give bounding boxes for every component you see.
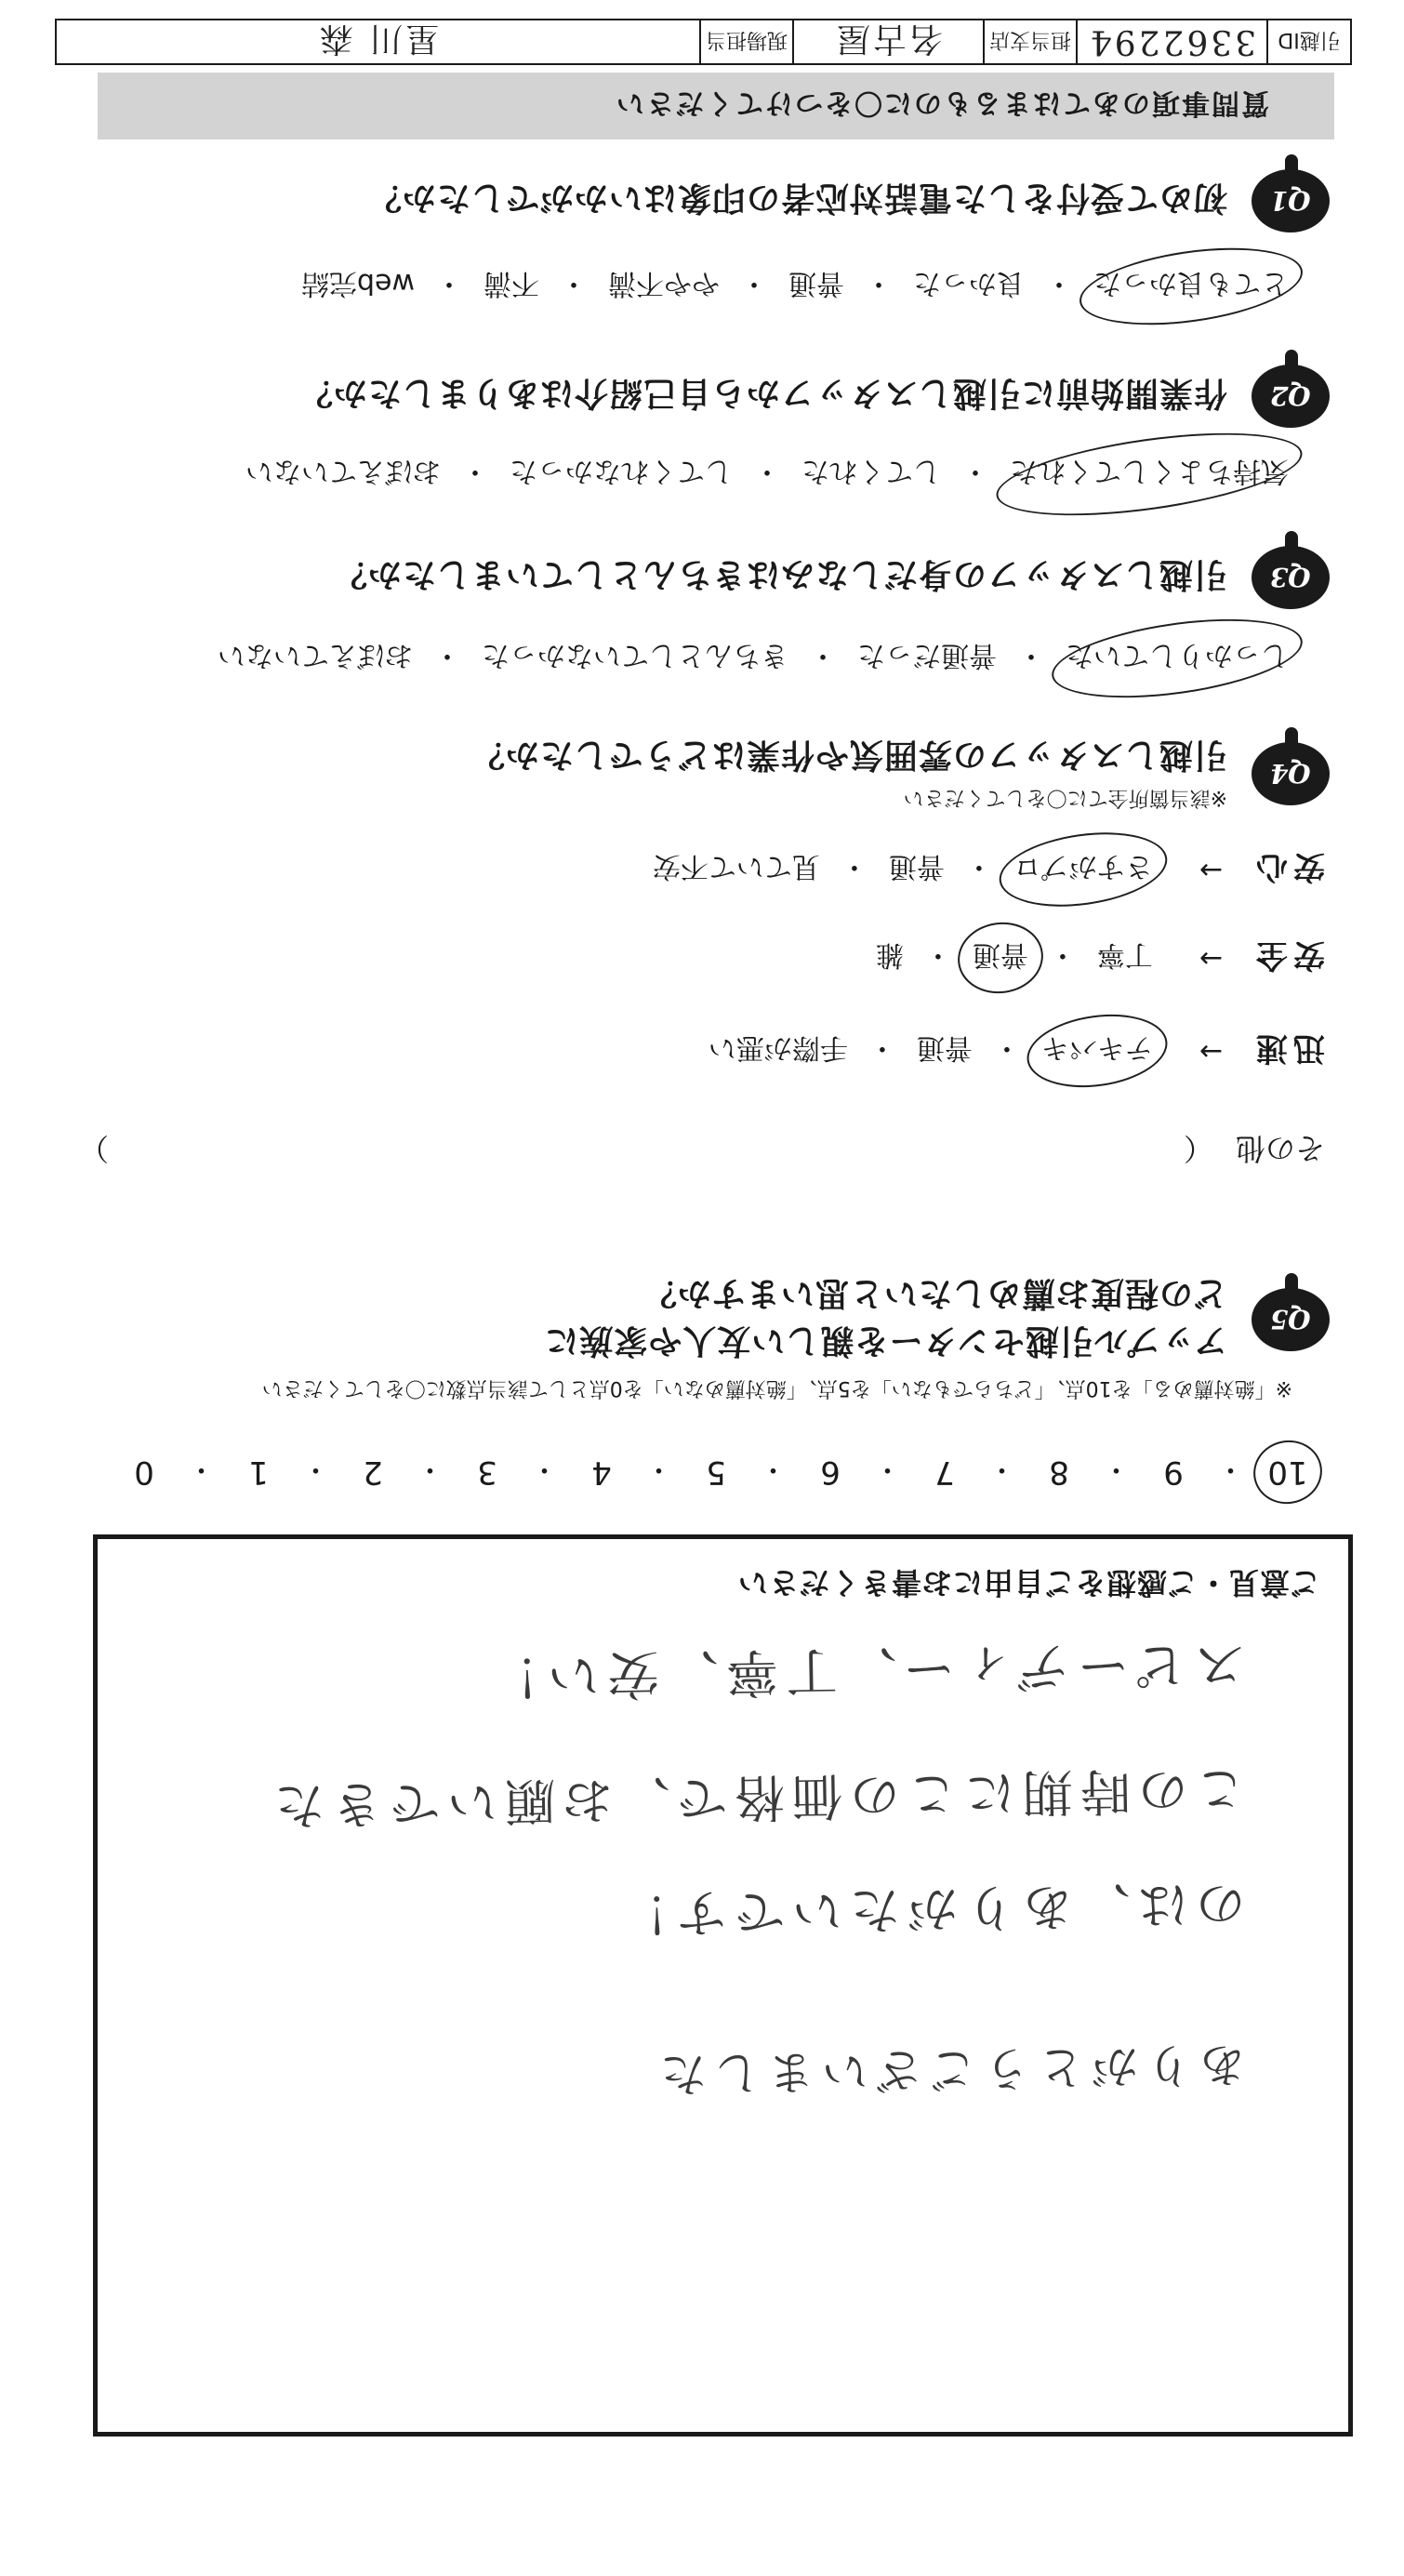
staff-value: 星川 森: [316, 20, 440, 59]
rating-7[interactable]: 7: [934, 1454, 955, 1491]
q3-badge-icon: Q3: [1252, 546, 1330, 609]
question-5: [544, 1272, 1330, 1367]
q1-option-4[interactable]: やや不満: [608, 267, 720, 299]
branch-value: 名古屋: [792, 20, 983, 63]
footer-info-row: [55, 19, 1352, 65]
rating-10[interactable]: 10: [1265, 1454, 1311, 1491]
id-label: 引越ID: [1266, 20, 1350, 63]
handwritten-comment-line: この時期にこの価格で、お願いできた: [266, 1759, 1247, 1836]
q1-option-2[interactable]: 良かった: [913, 267, 1025, 299]
q4-text-block: [470, 734, 1227, 814]
q4-category-label: 安心: [1251, 848, 1325, 885]
q4-cat1-option-2[interactable]: 普通: [888, 850, 945, 883]
q4-cat2-option-2[interactable]: 普通: [969, 938, 1032, 979]
q3-option-1[interactable]: しっかりしていた: [1062, 638, 1292, 679]
q3-option-3[interactable]: きちんとしていなかった: [482, 639, 788, 671]
question-3: [333, 546, 1330, 609]
q5-badge-icon: Q5: [1252, 1288, 1330, 1351]
q5-text-line2: どの程度お薦めしたいと思いますか？: [642, 1274, 1227, 1312]
q4-cat3-option-3[interactable]: 手際が悪い: [708, 1031, 848, 1065]
q2-option-3[interactable]: してくれなかった: [510, 455, 733, 487]
q4-cat1-option-3[interactable]: 見ていて不安: [652, 850, 820, 883]
rating-6[interactable]: 6: [820, 1454, 841, 1491]
q3-options: しっかりしていた ・ 普通だった ・ きちんとしていなかった ・ おぼえていない: [214, 638, 1292, 679]
q1-text: 初めて受付をした電話対応者の印象はいかがでしたか？: [366, 179, 1227, 218]
q1-badge-icon: Q1: [1252, 169, 1330, 232]
question-1: [367, 169, 1330, 232]
rating-9[interactable]: 9: [1163, 1454, 1184, 1491]
rating-3[interactable]: 3: [477, 1454, 497, 1491]
question-2: [298, 365, 1330, 428]
q4-cat3-option-2[interactable]: 普通: [916, 1031, 973, 1065]
arrow-right-icon: →: [1199, 942, 1223, 975]
rating-0[interactable]: 0: [134, 1454, 154, 1491]
q5-note: ※「絶対薦める」を10点、「どちらでもない」を5点、「絶対薦めない」を0点として該当点数に〇をしてください: [261, 1376, 1292, 1400]
q5-text-block: [544, 1272, 1227, 1367]
arrow-right-icon: →: [1199, 1035, 1223, 1068]
q4-category-label: 安全: [1251, 936, 1325, 974]
comments-heading: ご意見・ご感想をご自由にお書きください: [736, 1565, 1320, 1600]
q1-option-6[interactable]: web完結: [300, 267, 415, 299]
q1-option-5[interactable]: 不満: [483, 267, 539, 299]
q4-other-label: その他: [1235, 1131, 1325, 1166]
q4-category-speed: 迅速 → テキパキ ・ 普通 ・ 手際が悪い: [705, 1029, 1325, 1074]
q4-cat2-option-3[interactable]: 雑: [875, 938, 904, 972]
handwritten-comment-line: ありがとうございました: [652, 2037, 1247, 2102]
q4-text: 引越しスタッフの雰囲気や作業はどうでしたか？: [470, 736, 1227, 774]
rating-8[interactable]: 8: [1049, 1454, 1069, 1491]
q5-rating-scale: 10 ・ 9 ・ 8 ・ 7 ・ 6 ・ 5 ・ 4 ・ 3 ・ 2 ・ 1 ・ 0: [121, 1452, 1311, 1493]
rating-2[interactable]: 2: [363, 1454, 383, 1491]
q2-badge-icon: Q2: [1252, 365, 1330, 428]
q3-option-2[interactable]: 普通だった: [857, 639, 997, 671]
comments-box[interactable]: [93, 1534, 1353, 2437]
q2-option-1[interactable]: 気持ちよくしてくれた: [1006, 454, 1292, 495]
handwritten-comment-line: スピーディー、丁寧、安い！: [480, 1632, 1247, 1707]
q4-cat2-option-1[interactable]: 丁寧: [1096, 938, 1153, 972]
branch-label: 担当支店: [983, 20, 1076, 63]
q4-other-paren-close: ）: [79, 1131, 110, 1166]
q4-category-label: 迅速: [1251, 1029, 1325, 1067]
q4-category-safe: 安心 → さすがプロ ・ 普通 ・ 見ていて不安: [649, 847, 1325, 893]
q2-text: 作業開始前に引越しスタッフから自己紹介はありましたか？: [298, 374, 1227, 413]
staff-label: 現場担当: [699, 20, 792, 63]
rating-4[interactable]: 4: [591, 1454, 612, 1491]
handwritten-comment-line: のは、ありがたいです！: [611, 1874, 1247, 1944]
arrow-right-icon: →: [1199, 854, 1223, 886]
q4-other-paren-open: （: [1183, 1131, 1213, 1166]
q1-option-1[interactable]: とても良かった: [1090, 266, 1292, 307]
q4-cat3-option-1[interactable]: テキパキ: [1038, 1031, 1157, 1072]
q3-option-4[interactable]: おぼえていない: [218, 639, 413, 671]
q4-category-security: 安全 → 丁寧 ・ 普通 ・ 雑: [872, 936, 1325, 981]
rating-1[interactable]: 1: [248, 1454, 269, 1491]
instructions-banner: 質問事項のあてはまるものに〇をつけてください: [98, 73, 1334, 139]
q2-options: 気持ちよくしてくれた ・ してくれた ・ してくれなかった ・ おぼえていない: [242, 454, 1292, 495]
id-value: 3362294: [1076, 20, 1266, 63]
q5-text-line1: アップル引越センターを親しい友人や家族に: [544, 1321, 1227, 1360]
q4-badge-icon: Q4: [1252, 742, 1330, 805]
q1-options: とても良かった ・ 良かった ・ 普通 ・ やや不満 ・ 不満 ・ web完結: [298, 266, 1292, 307]
q4-other: [79, 1129, 1325, 1172]
q4-note: ※該当箇所全てに〇をしてください: [903, 786, 1227, 809]
q2-option-4[interactable]: おぼえていない: [245, 455, 441, 487]
q3-text: 引越しスタッフの身だしなみはきちんとしていましたか？: [332, 555, 1227, 594]
rating-5[interactable]: 5: [706, 1454, 726, 1491]
q2-option-2[interactable]: してくれた: [801, 455, 941, 487]
q4-cat1-option-1[interactable]: さすがプロ: [1010, 850, 1157, 891]
q1-option-3[interactable]: 普通: [788, 267, 844, 299]
question-4: [470, 734, 1330, 814]
